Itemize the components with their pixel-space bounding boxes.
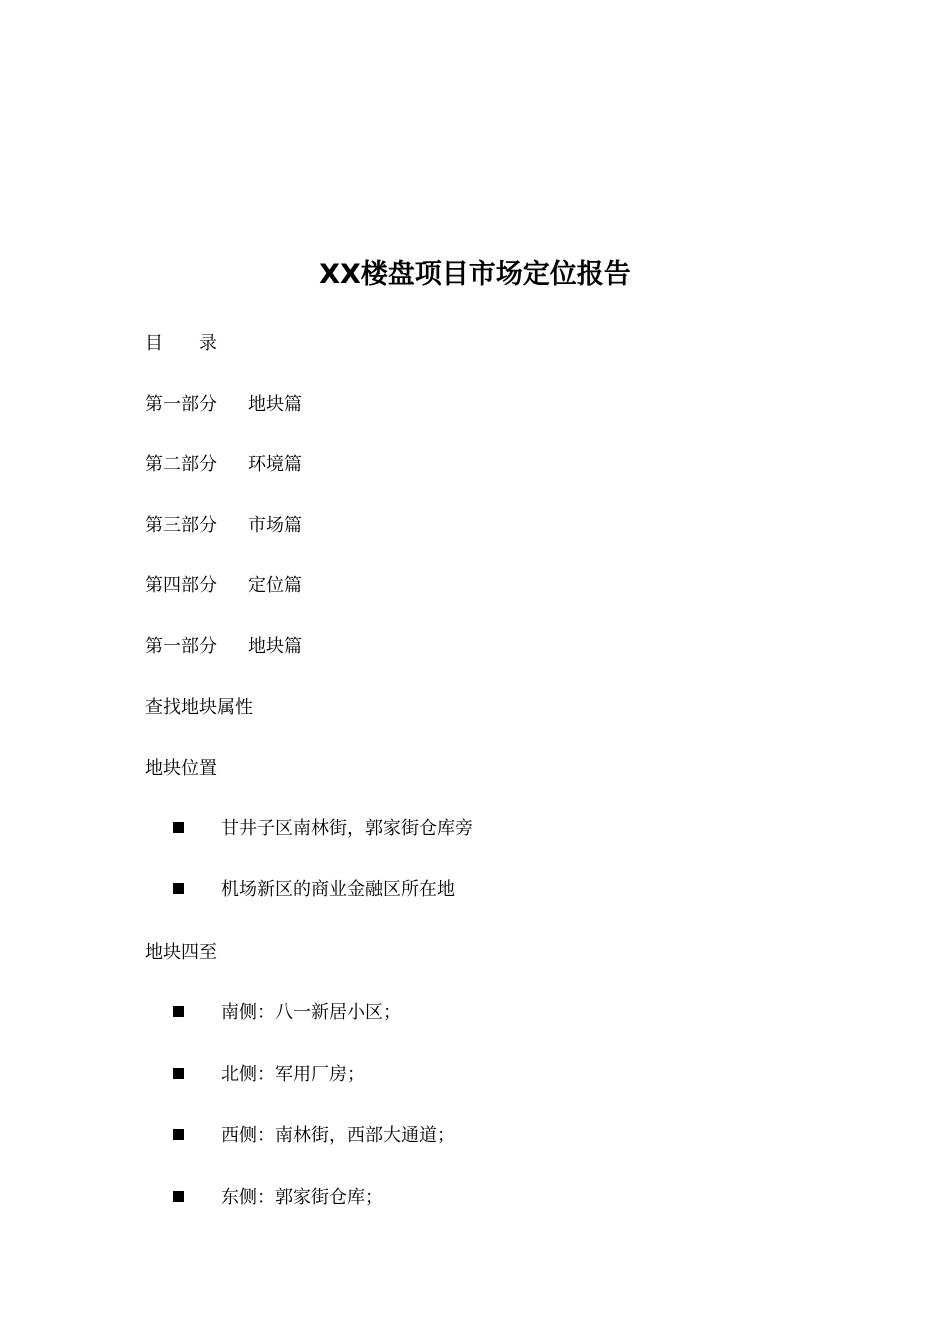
toc-item <box>145 393 302 417</box>
list-item-text: 机场新区的商业金融区所在地 <box>221 879 455 900</box>
bullet-square-icon <box>173 1006 184 1017</box>
bullet-square-icon <box>173 883 184 894</box>
section-heading <box>145 635 302 659</box>
list-item <box>173 1063 365 1087</box>
list-item-text: 甘井子区南林街，郭家街仓库旁 <box>221 818 473 839</box>
list-item-text: 南侧：八一新居小区； <box>221 1002 401 1023</box>
bullet-square-icon <box>173 1068 184 1079</box>
toc-item-part: 第四部分 <box>145 575 217 596</box>
list-item-text: 北侧：军用厂房； <box>221 1064 365 1085</box>
toc-heading <box>145 332 217 356</box>
toc-item <box>145 574 302 598</box>
section-part: 第一部分 <box>145 636 217 657</box>
toc-item-name: 环境篇 <box>248 454 302 475</box>
toc-heading-right: 录 <box>199 333 217 354</box>
toc-item-name: 地块篇 <box>248 394 302 415</box>
boundaries-heading: 地块四至 <box>145 942 217 963</box>
bullet-square-icon <box>173 1191 184 1202</box>
toc-item <box>145 453 302 477</box>
bullet-square-icon <box>173 1129 184 1140</box>
list-item-text: 东侧：郭家街仓库； <box>221 1187 383 1208</box>
toc-item-part: 第三部分 <box>145 515 217 536</box>
toc-item <box>145 514 302 538</box>
section-name: 地块篇 <box>248 636 302 657</box>
list-item <box>173 1186 383 1210</box>
toc-item-name: 定位篇 <box>248 575 302 596</box>
list-item <box>173 1124 455 1148</box>
document-title: XX楼盘项目市场定位报告 <box>319 259 631 290</box>
toc-item-name: 市场篇 <box>248 515 302 536</box>
toc-heading-left: 目 <box>145 333 163 354</box>
location-heading: 地块位置 <box>145 758 217 779</box>
list-item <box>173 1001 401 1025</box>
list-item <box>173 878 455 902</box>
bullet-square-icon <box>173 822 184 833</box>
toc-item-part: 第二部分 <box>145 454 217 475</box>
list-item <box>173 817 473 841</box>
toc-item-part: 第一部分 <box>145 394 217 415</box>
list-item-text: 西侧：南林街，西部大通道； <box>221 1125 455 1146</box>
subheading-land-attributes: 查找地块属性 <box>145 697 253 718</box>
